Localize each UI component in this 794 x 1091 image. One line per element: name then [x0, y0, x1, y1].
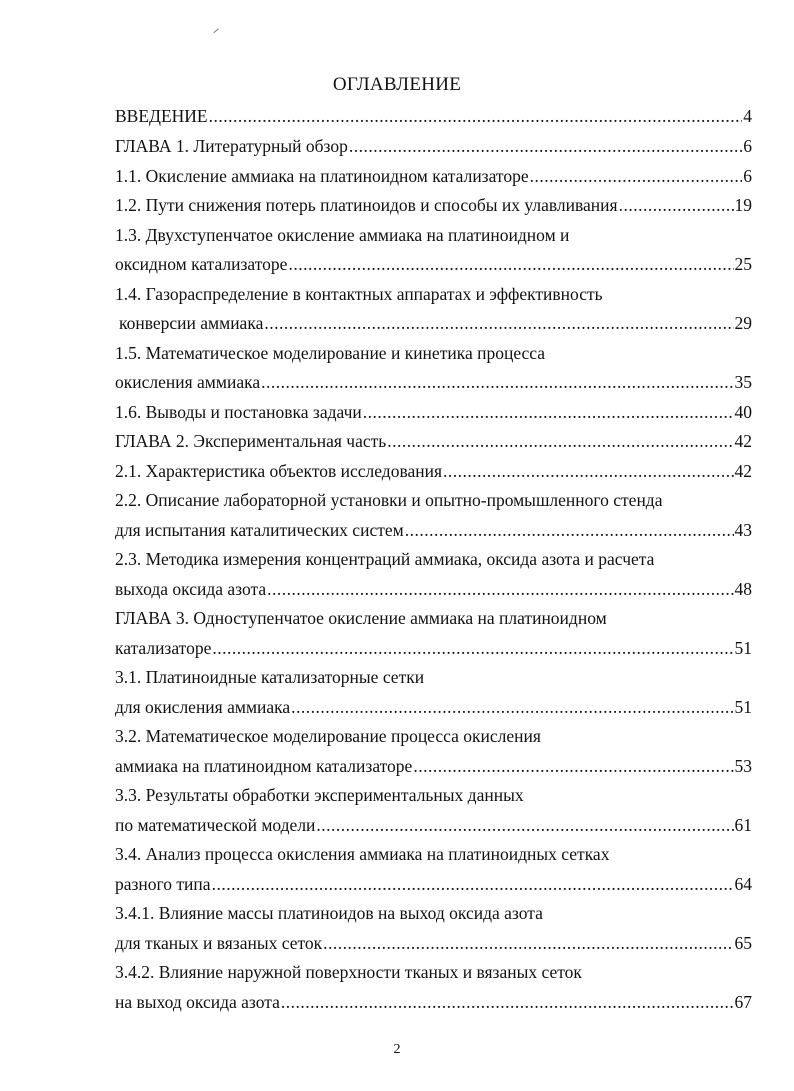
- toc-entry-title: 1.2. Пути снижения потерь платиноидов и способы их улавливания: [115, 195, 618, 215]
- toc-leader-dots: [323, 931, 733, 955]
- toc-entry-title: 3.4. Анализ процесса окисления аммиака на платиноидных сетках: [115, 844, 610, 864]
- toc-entry-title: выхода оксида азота: [115, 579, 267, 599]
- toc-entry-page: 25: [734, 254, 752, 274]
- toc-entry-page: 6: [743, 166, 752, 186]
- toc-entry-title: по математической модели: [115, 815, 316, 835]
- toc-entry: [115, 252, 752, 276]
- toc-entry-title: 2.1. Характеристика объектов исследования: [115, 461, 443, 481]
- toc-entry: [115, 400, 752, 424]
- toc-entry-title: 3.4.1. Влияние массы платиноидов на выход оксида азота: [115, 903, 543, 923]
- toc-entry-page: 65: [734, 933, 752, 953]
- toc-entry-page: 19: [734, 195, 752, 215]
- toc-leader-dots: [209, 104, 743, 128]
- toc-entry-title: катализаторе: [115, 638, 212, 658]
- toc-leader-dots: [267, 577, 733, 601]
- toc-leader-dots: [413, 754, 733, 778]
- toc-leader-dots: [288, 252, 733, 276]
- page-number: 2: [393, 1042, 401, 1057]
- toc-entry-title: 1.4. Газораспределение в контактных аппаратах и эффективность: [115, 284, 603, 304]
- toc-entry: [115, 813, 752, 837]
- toc-entry-page: 61: [734, 815, 752, 835]
- toc-leader-dots: [387, 429, 733, 453]
- scan-mark: [213, 29, 220, 36]
- toc-leader-dots: [405, 518, 734, 542]
- toc-entry: [115, 370, 752, 394]
- toc-entry: [115, 429, 752, 453]
- toc-entry: [115, 901, 543, 925]
- toc-entry: [115, 282, 603, 306]
- toc-entry: [115, 872, 752, 896]
- toc-leader-dots: [212, 636, 733, 660]
- toc-entry-title: ГЛАВА 1. Литературный обзор: [115, 136, 348, 156]
- toc-entry-title: ГЛАВА 3. Одноступенчатое окисление аммиака на платиноидном: [115, 608, 607, 628]
- toc-leader-dots: [212, 872, 734, 896]
- toc-entry-title: 2.2. Описание лабораторной установки и опытно-промышленного стенда: [115, 490, 663, 510]
- toc-entry-page: 64: [734, 874, 752, 894]
- toc-entry-title: аммиака на платиноидном катализаторе: [115, 756, 413, 776]
- toc-entry-title: ВВЕДЕНИЕ: [115, 106, 208, 126]
- toc-entry: [115, 577, 752, 601]
- toc-entry-title: разного типа: [115, 874, 211, 894]
- toc-entry-title: ГЛАВА 2. Экспериментальная часть: [115, 431, 387, 451]
- toc-entry: [115, 488, 662, 512]
- toc-entry: [115, 636, 752, 660]
- toc-entry-page: 51: [734, 697, 752, 717]
- toc-leader-dots: [530, 164, 743, 188]
- toc-entry-title: 1.3. Двухступенчатое окисление аммиака на платиноидном и: [115, 225, 570, 245]
- toc-entry-title: 3.1. Платиноидные катализаторные сетки: [115, 667, 425, 687]
- toc-entry: [115, 842, 609, 866]
- toc-entry: [115, 606, 607, 630]
- toc-entry: [115, 931, 752, 955]
- toc-entry-page: 48: [734, 579, 752, 599]
- toc-entry-title: 3.4.2. Влияние наружной поверхности тканых и вязаных сеток: [115, 962, 582, 982]
- toc-entry-page: 4: [743, 106, 752, 126]
- toc-entry-title: оксидном катализаторе: [115, 254, 288, 274]
- toc-entry-page: 40: [734, 402, 752, 422]
- toc-entry-title: 3.3. Результаты обработки экспериментальных данных: [115, 785, 524, 805]
- toc-entry-page: 35: [734, 372, 752, 392]
- toc-entry: [119, 311, 752, 335]
- toc-leader-dots: [261, 370, 733, 394]
- toc-entry-title: окисления аммиака: [115, 372, 261, 392]
- toc-entry: [115, 665, 424, 689]
- toc-entry-title: конверсии аммиака: [119, 313, 264, 333]
- toc-entry-title: 1.6. Выводы и постановка задачи: [115, 402, 362, 422]
- toc-entry-page: 53: [734, 756, 752, 776]
- toc-leader-dots: [619, 193, 734, 217]
- toc-entry-title: для окисления аммиака: [115, 697, 291, 717]
- toc-leader-dots: [264, 311, 733, 335]
- toc-entry-title: 1.1. Окисление аммиака на платиноидном катализаторе: [115, 166, 529, 186]
- toc-entry: [115, 223, 569, 247]
- toc-entry-page: 29: [734, 313, 752, 333]
- toc-entry: [115, 990, 752, 1014]
- toc-entry-page: 6: [743, 136, 752, 156]
- toc-title: ОГЛАВЛЕНИЕ: [332, 74, 462, 95]
- toc-entry-page: 67: [734, 992, 752, 1012]
- toc-entry: [115, 164, 752, 188]
- toc-entry: [115, 960, 582, 984]
- toc-leader-dots: [291, 695, 733, 719]
- toc-leader-dots: [316, 813, 733, 837]
- toc-entry: [115, 695, 752, 719]
- toc-entry-title: 1.5. Математическое моделирование и кинетика процесса: [115, 343, 546, 363]
- toc-entry-title: 2.3. Методика измерения концентраций аммиака, оксида азота и расчета: [115, 549, 655, 569]
- toc-leader-dots: [281, 990, 734, 1014]
- toc-entry: [115, 547, 654, 571]
- toc-entry: [115, 518, 752, 542]
- toc-leader-dots: [443, 459, 733, 483]
- toc-entry-title: на выход оксида азота: [115, 992, 280, 1012]
- toc-entry: [115, 459, 752, 483]
- toc-entry-page: 42: [734, 461, 752, 481]
- toc-entry: [115, 193, 752, 217]
- toc-entry: [115, 724, 541, 748]
- toc-entry: [115, 134, 752, 158]
- toc-entry-page: 43: [734, 520, 752, 540]
- toc-entry-page: 51: [734, 638, 752, 658]
- toc-entry-title: 3.2. Математическое моделирование процесса окисления: [115, 726, 541, 746]
- toc-entry: [115, 783, 524, 807]
- toc-entry: [115, 754, 752, 778]
- toc-entry-page: 42: [734, 431, 752, 451]
- toc-entry: [115, 341, 545, 365]
- toc-leader-dots: [349, 134, 742, 158]
- toc-leader-dots: [363, 400, 734, 424]
- toc-entry: [115, 104, 752, 128]
- toc-entry-title: для тканых и вязаных сеток: [115, 933, 323, 953]
- toc-entry-title: для испытания каталитических систем: [115, 520, 404, 540]
